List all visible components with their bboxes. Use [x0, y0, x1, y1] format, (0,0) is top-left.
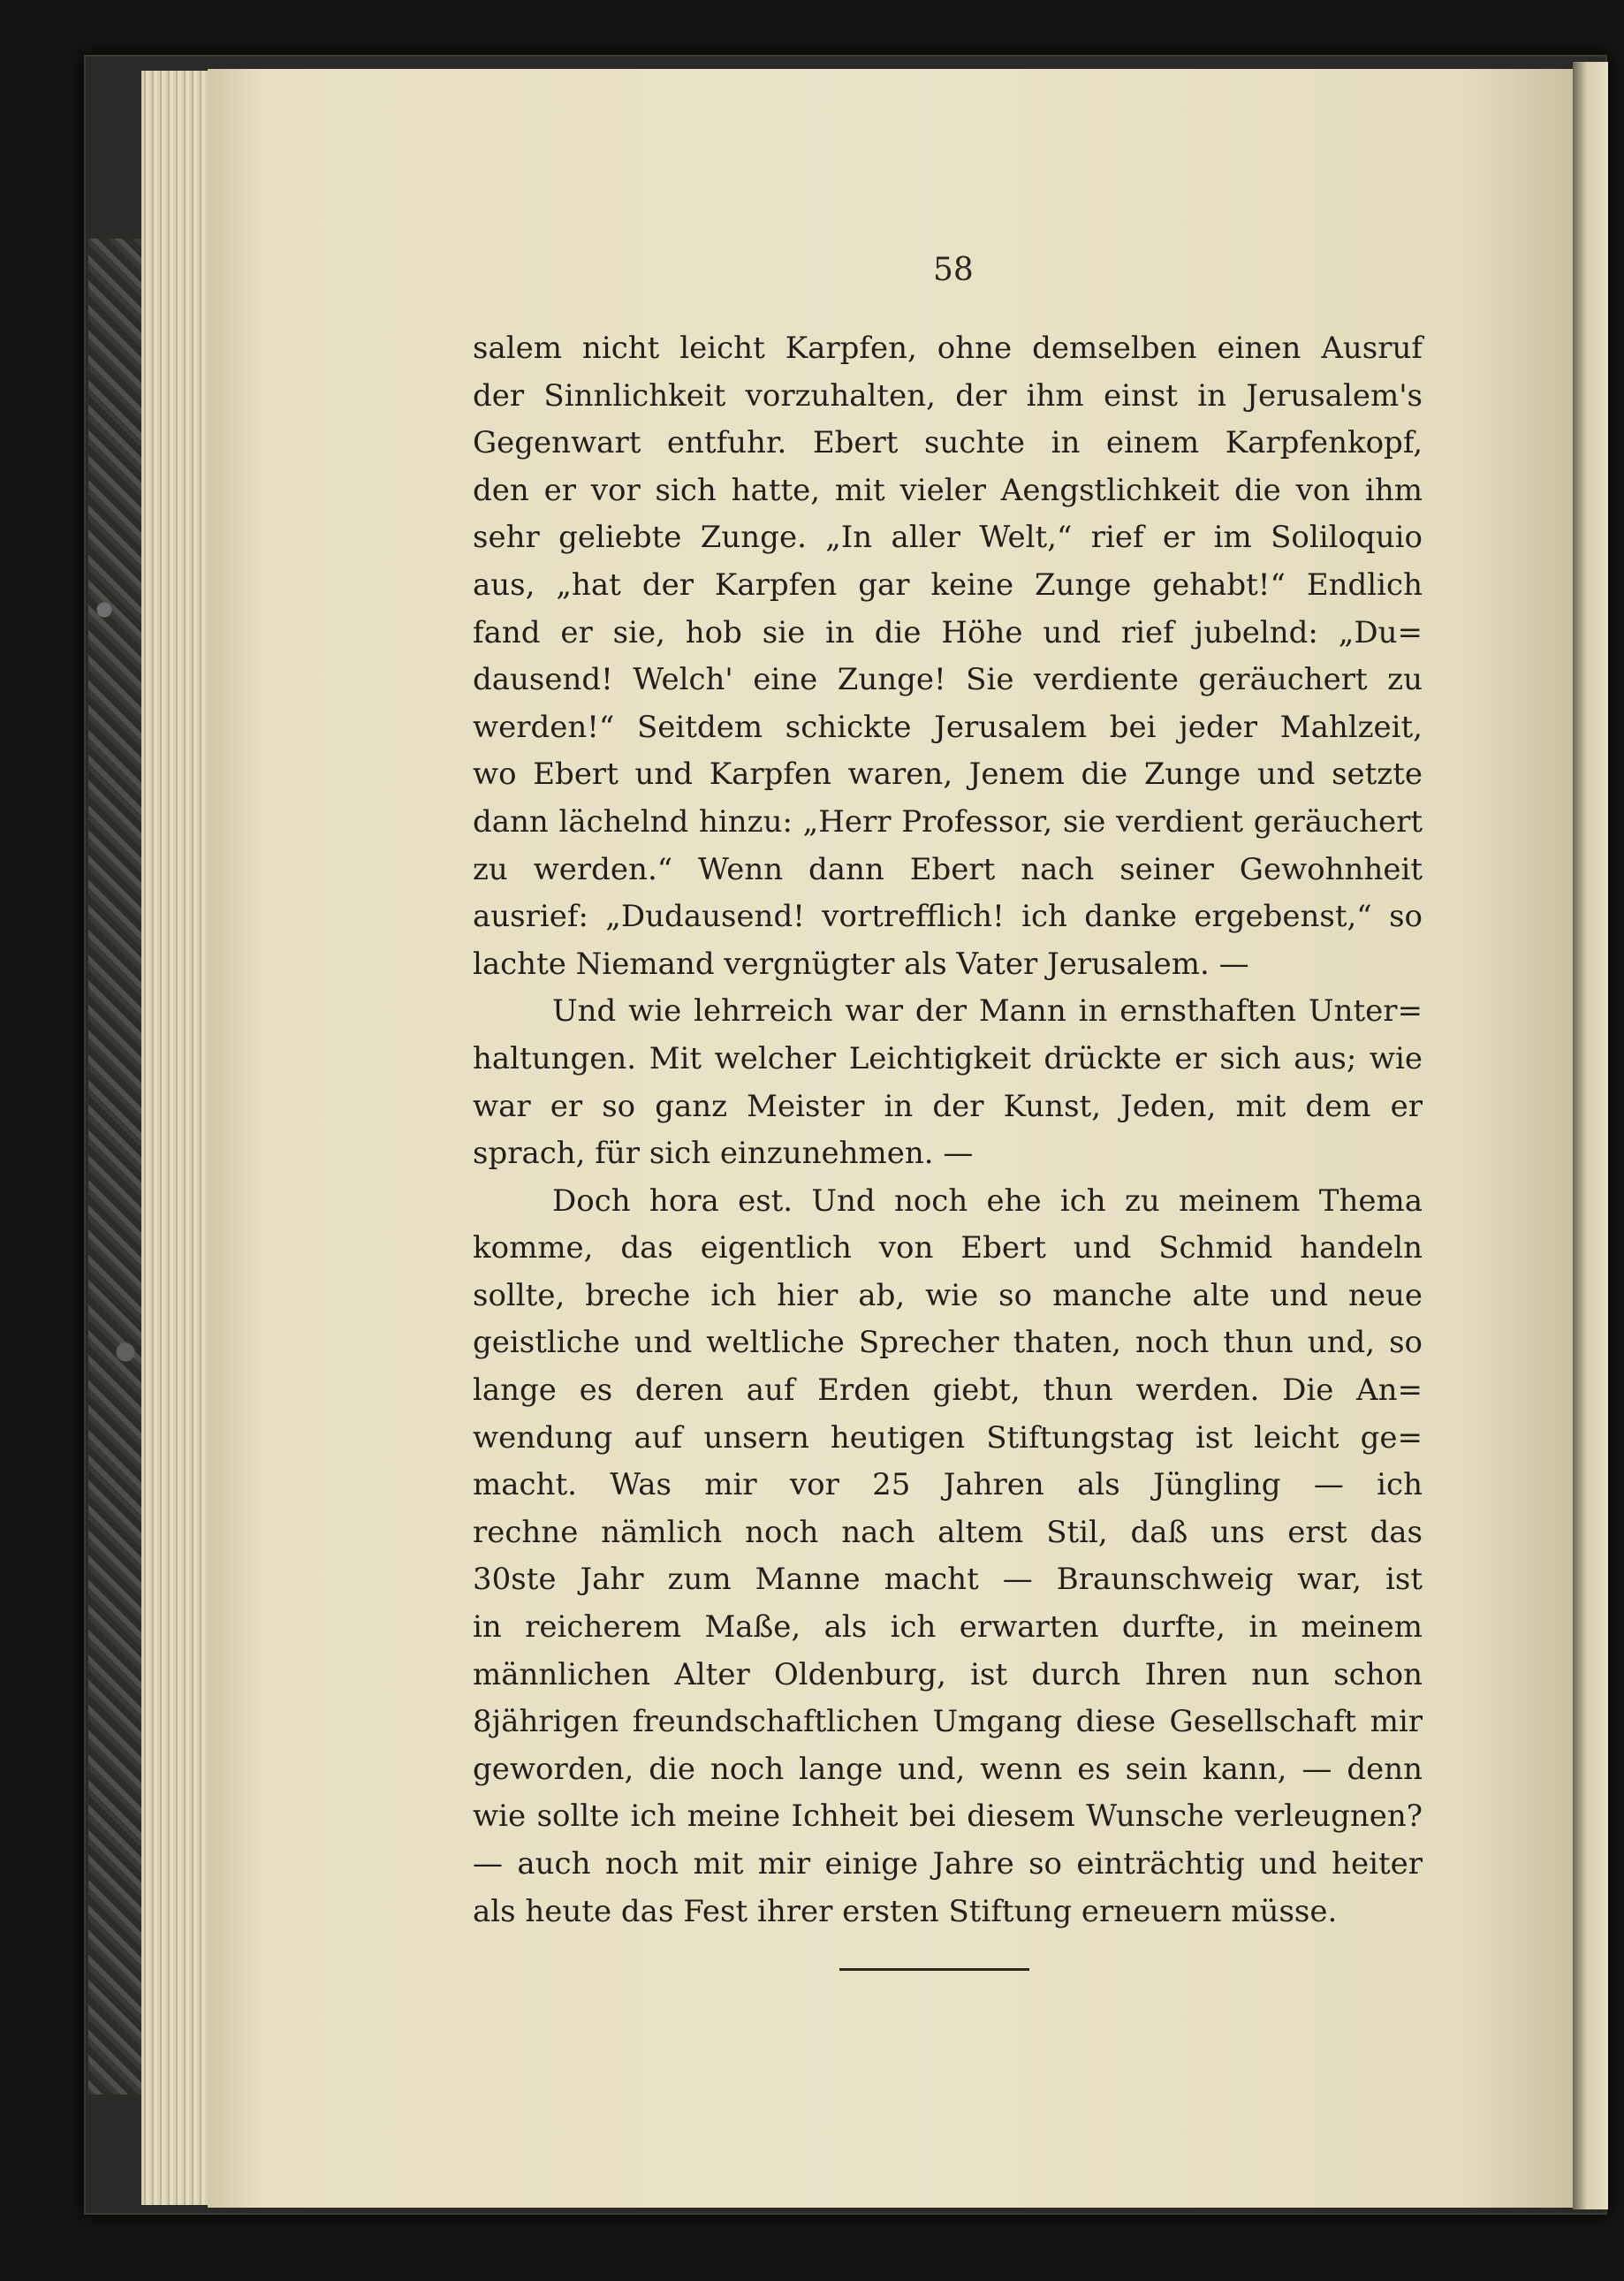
text-line: zu werden.“ Wenn dann Ebert nach seiner Gewohnheit: [473, 851, 1423, 887]
text-line: geworden, die noch lange und, wenn es sein kann, — denn: [473, 1751, 1423, 1787]
text-line: wie sollte ich meine Ichheit bei diesem Wunsche verleugnen?: [473, 1798, 1423, 1835]
text-line: dann lächelnd hinzu: „Herr Professor, sie verdient geräuchert: [473, 803, 1423, 840]
marbled-edge: [88, 239, 141, 2095]
text-line: lachte Niemand vergnügter als Vater Jerusalem. —: [473, 946, 1249, 982]
text-line: haltungen. Mit welcher Leichtigkeit drückte er sich aus; wie: [473, 1040, 1423, 1076]
body-text: [473, 325, 1423, 1935]
text-line: Doch hora est. Und noch ehe ich zu meinem Thema: [552, 1182, 1423, 1219]
text-line: ausrief: „Dudausend! vortrefflich! ich danke ergebenst,“ so: [473, 899, 1423, 935]
text-line: sollte, breche ich hier ab, wie so manche alte und neue: [473, 1277, 1423, 1313]
text-line: aus, „hat der Karpfen gar keine Zunge gehabt!“ Endlich: [473, 566, 1423, 603]
text-line: Gegenwart entfuhr. Ebert suchte in einem Karpfenkopf,: [473, 425, 1423, 461]
text-line: komme, das eigentlich von Ebert und Schmid handeln: [473, 1230, 1423, 1266]
text-line: in reicherem Maße, als ich erwarten durfte, in meinem: [473, 1609, 1423, 1646]
text-line: wendung auf unsern heutigen Stiftungstag ist leicht ge=: [473, 1419, 1423, 1456]
text-line: geistliche und weltliche Sprecher thaten, noch thun und, so: [473, 1325, 1423, 1361]
text-line: der Sinnlichkeit vorzuhalten, der ihm einst in Jerusalem's: [473, 377, 1423, 414]
text-line: sprach, für sich einzunehmen. —: [473, 1136, 974, 1172]
text-line: wo Ebert und Karpfen waren, Jenem die Zunge und setzte: [473, 757, 1423, 793]
text-line: fand er sie, hob sie in die Höhe und rief jubelnd: „Du=: [473, 614, 1423, 650]
text-line: lange es deren auf Erden giebt, thun werden. Die An=: [473, 1372, 1423, 1409]
text-line: den er vor sich hatte, mit vieler Aengstlichkeit die von ihm: [473, 472, 1423, 508]
text-line: macht. Was mir vor 25 Jahren als Jüngling — ich: [473, 1467, 1423, 1503]
page-edges: [141, 71, 212, 2205]
text-line: war er so ganz Meister in der Kunst, Jeden, mit dem er: [473, 1088, 1423, 1124]
text-line: werden!“ Seitdem schickte Jerusalem bei jeder Mahlzeit,: [473, 709, 1423, 745]
text-line: Und wie lehrreich war der Mann in ernsthaften Unter=: [552, 993, 1423, 1030]
text-line: rechne nämlich noch nach altem Stil, daß uns erst das: [473, 1514, 1423, 1550]
page-number: 58: [933, 252, 974, 288]
text-line: männlichen Alter Oldenburg, ist durch Ihren nun schon: [473, 1656, 1423, 1692]
text-line: salem nicht leicht Karpfen, ohne demselben einen Ausruf: [473, 331, 1423, 366]
closing-rule: [839, 1968, 1029, 1971]
text-line: dausend! Welch' eine Zunge! Sie verdiente geräuchert zu: [473, 662, 1423, 698]
book-gutter: [1573, 62, 1608, 2209]
text-line: 8jährigen freundschaftlichen Umgang diese Gesellschaft mir: [473, 1704, 1423, 1740]
text-line: sehr geliebte Zunge. „In aller Welt,“ rief er im Soliloquio: [473, 520, 1423, 556]
text-line: — auch noch mit mir einige Jahre so einträchtig und heiter: [473, 1846, 1423, 1882]
text-line: 30ste Jahr zum Manne macht — Braunschweig war, ist: [473, 1562, 1423, 1598]
text-line: als heute das Fest ihrer ersten Stiftung erneuern müsse.: [473, 1893, 1338, 1929]
